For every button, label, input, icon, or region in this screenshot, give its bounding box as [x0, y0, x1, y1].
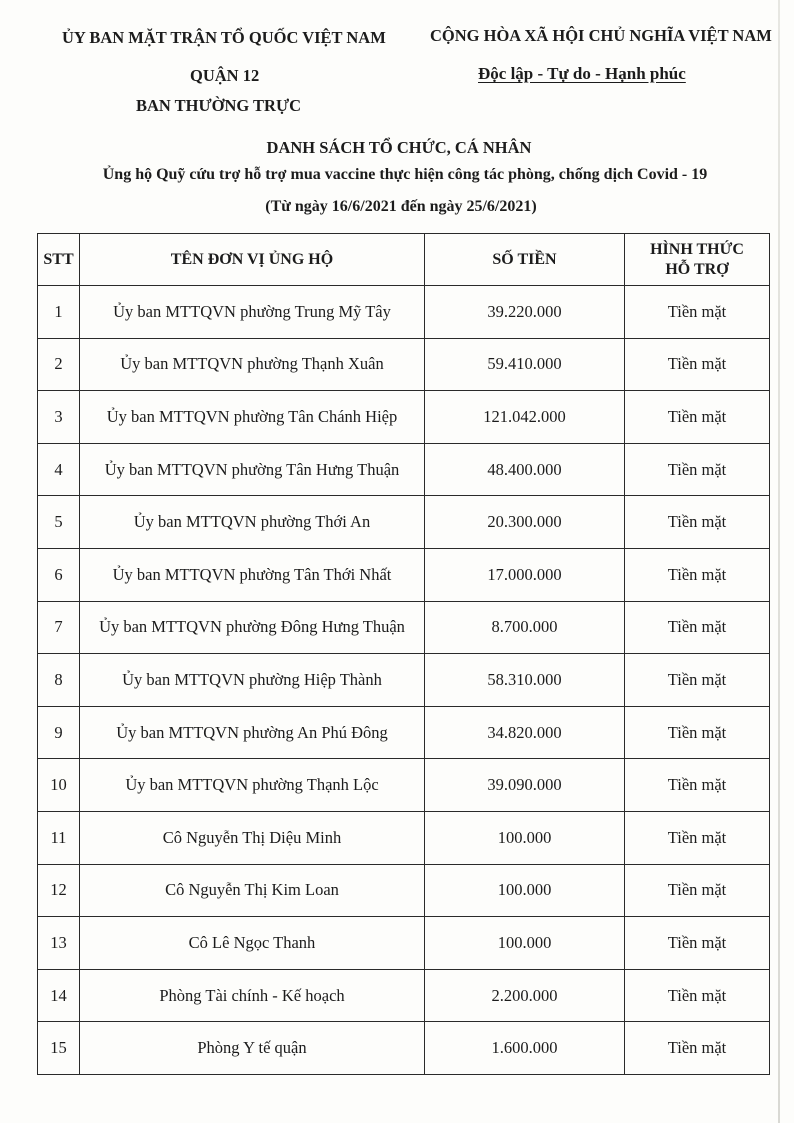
cell-support-method: Tiền mặt [625, 601, 770, 654]
table-row [38, 759, 770, 812]
cell-support-method: Tiền mặt [625, 443, 770, 496]
table-row [38, 286, 770, 339]
cell-amount: 17.000.000 [425, 548, 625, 601]
header-amount: SỐ TIỀN [425, 234, 625, 286]
cell-support-method: Tiền mặt [625, 391, 770, 444]
table-row [38, 706, 770, 759]
table-row [38, 917, 770, 970]
cell-donor-name: Ủy ban MTTQVN phường An Phú Đông [80, 706, 425, 759]
table-header-row [38, 234, 770, 286]
cell-donor-name: Cô Lê Ngọc Thanh [80, 917, 425, 970]
cell-stt: 2 [38, 338, 80, 391]
document-period: (Từ ngày 16/6/2021 đến ngày 25/6/2021) [265, 198, 537, 215]
cell-support-method: Tiền mặt [625, 1022, 770, 1075]
table-row [38, 548, 770, 601]
cell-support-method: Tiền mặt [625, 548, 770, 601]
cell-stt: 14 [38, 969, 80, 1022]
cell-amount: 34.820.000 [425, 706, 625, 759]
cell-donor-name: Ủy ban MTTQVN phường Thới An [80, 496, 425, 549]
cell-amount: 100.000 [425, 864, 625, 917]
donations-table [37, 233, 770, 1075]
country-name: CỘNG HÒA XÃ HỘI CHỦ NGHĨA VIỆT NAM [430, 26, 772, 45]
cell-amount: 100.000 [425, 811, 625, 864]
cell-stt: 6 [38, 548, 80, 601]
cell-donor-name: Ủy ban MTTQVN phường Tân Thới Nhất [80, 548, 425, 601]
cell-support-method: Tiền mặt [625, 811, 770, 864]
header-donor-name: TÊN ĐƠN VỊ ỦNG HỘ [80, 234, 425, 286]
cell-donor-name: Ủy ban MTTQVN phường Đông Hưng Thuận [80, 601, 425, 654]
header-stt: STT [38, 234, 80, 286]
header-support-method [625, 234, 770, 286]
cell-support-method: Tiền mặt [625, 286, 770, 339]
cell-stt: 12 [38, 864, 80, 917]
cell-donor-name: Phòng Tài chính - Kế hoạch [80, 969, 425, 1022]
cell-stt: 13 [38, 917, 80, 970]
cell-amount: 20.300.000 [425, 496, 625, 549]
cell-support-method: Tiền mặt [625, 864, 770, 917]
cell-stt: 8 [38, 654, 80, 707]
table-row [38, 443, 770, 496]
cell-stt: 9 [38, 706, 80, 759]
national-motto: Độc lập - Tự do - Hạnh phúc [478, 64, 686, 83]
cell-amount: 48.400.000 [425, 443, 625, 496]
cell-stt: 3 [38, 391, 80, 444]
document-subtitle: Ủng hộ Quỹ cứu trợ hỗ trợ mua vaccine thực hiện công tác phòng, chống dịch Covid - 19 [102, 166, 708, 183]
cell-stt: 11 [38, 811, 80, 864]
cell-stt: 7 [38, 601, 80, 654]
cell-amount: 1.600.000 [425, 1022, 625, 1075]
cell-support-method: Tiền mặt [625, 338, 770, 391]
document-title: DANH SÁCH TỔ CHỨC, CÁ NHÂN [266, 138, 532, 157]
cell-amount: 39.220.000 [425, 286, 625, 339]
cell-donor-name: Ủy ban MTTQVN phường Hiệp Thành [80, 654, 425, 707]
table-row [38, 601, 770, 654]
table-row [38, 969, 770, 1022]
cell-stt: 15 [38, 1022, 80, 1075]
cell-stt: 10 [38, 759, 80, 812]
cell-amount: 58.310.000 [425, 654, 625, 707]
committee-name: BAN THƯỜNG TRỰC [136, 96, 302, 115]
table-row [38, 338, 770, 391]
cell-support-method: Tiền mặt [625, 759, 770, 812]
cell-amount: 39.090.000 [425, 759, 625, 812]
organization-name: ỦY BAN MẶT TRẬN TỔ QUỐC VIỆT NAM [62, 28, 386, 47]
header-method-line1: HÌNH THỨC [650, 240, 744, 258]
cell-support-method: Tiền mặt [625, 706, 770, 759]
cell-amount: 2.200.000 [425, 969, 625, 1022]
table-row [38, 1022, 770, 1075]
cell-donor-name: Phòng Y tế quận [80, 1022, 425, 1075]
cell-support-method: Tiền mặt [625, 917, 770, 970]
cell-support-method: Tiền mặt [625, 969, 770, 1022]
cell-amount: 59.410.000 [425, 338, 625, 391]
cell-donor-name: Cô Nguyễn Thị Diệu Minh [80, 811, 425, 864]
cell-support-method: Tiền mặt [625, 654, 770, 707]
cell-stt: 5 [38, 496, 80, 549]
district-name: QUẬN 12 [190, 66, 260, 85]
cell-amount: 121.042.000 [425, 391, 625, 444]
table-row [38, 496, 770, 549]
table-row [38, 391, 770, 444]
cell-donor-name: Ủy ban MTTQVN phường Thạnh Xuân [80, 338, 425, 391]
cell-donor-name: Cô Nguyễn Thị Kim Loan [80, 864, 425, 917]
cell-donor-name: Ủy ban MTTQVN phường Thạnh Lộc [80, 759, 425, 812]
table-row [38, 654, 770, 707]
table-row [38, 811, 770, 864]
header-method-line2: HỖ TRỢ [665, 260, 729, 278]
cell-amount: 8.700.000 [425, 601, 625, 654]
cell-donor-name: Ủy ban MTTQVN phường Tân Chánh Hiệp [80, 391, 425, 444]
cell-amount: 100.000 [425, 917, 625, 970]
cell-donor-name: Ủy ban MTTQVN phường Tân Hưng Thuận [80, 443, 425, 496]
cell-stt: 4 [38, 443, 80, 496]
table-row [38, 864, 770, 917]
cell-stt: 1 [38, 286, 80, 339]
cell-support-method: Tiền mặt [625, 496, 770, 549]
cell-donor-name: Ủy ban MTTQVN phường Trung Mỹ Tây [80, 286, 425, 339]
